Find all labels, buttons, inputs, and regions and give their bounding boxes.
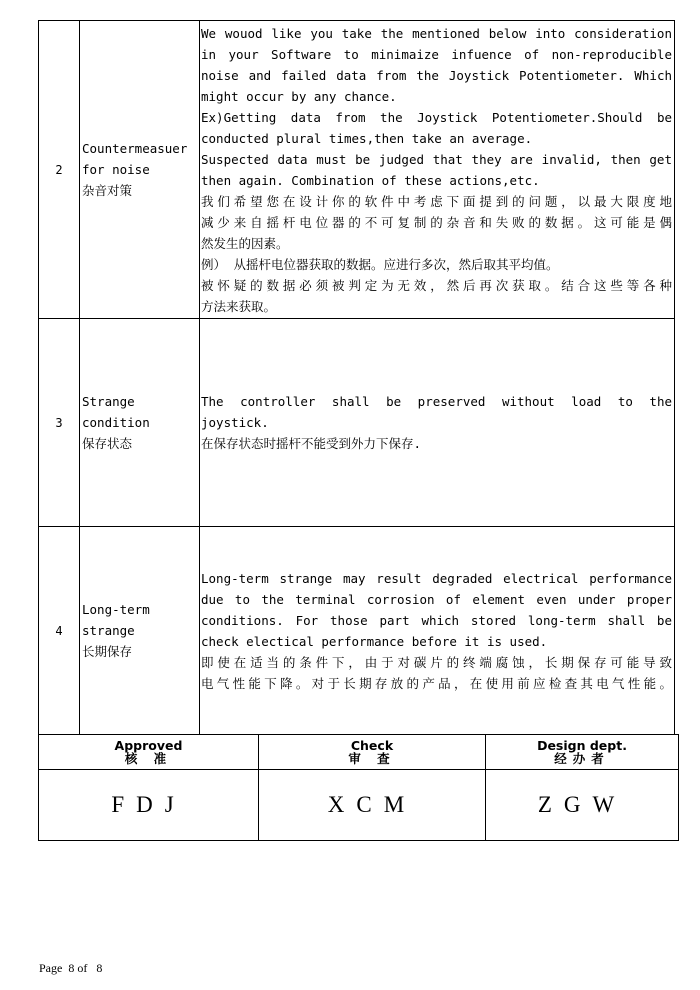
check-header [259,735,486,770]
content-cell [200,21,675,319]
content-line: 即使在适当的条件下，由于对碳片的终端腐蚀，长期保存可能导致 [201,654,672,670]
signoff-value-row [39,770,679,841]
table-row [39,21,675,319]
content-line: conducted plural times,then take an average. [201,130,533,146]
total-pages: 8 [96,961,103,975]
content-line: then again. Combination of these actions,etc. [201,172,540,188]
check-initials: XCM [259,770,486,841]
item-cell [80,21,200,319]
approved-header [39,735,259,770]
item-cell [80,527,200,735]
item-line: 保存状态 [82,436,133,451]
content-line: We wouod like you take the mentioned below into consideration [201,25,672,41]
table-row [39,319,675,527]
content-line: The controller shall be preserved without load to the [201,394,672,409]
content-line: 减少来自摇杆电位器的不可复制的杂音和失败的数据。这可能是偶 [201,214,672,230]
design-dept-label: Design dept. [537,738,627,753]
item-line: Strange [82,394,135,409]
content-line: 在保存状态时摇杆不能受到外力下保存. [201,436,422,451]
of-label: of [77,961,88,975]
approved-label: Approved [114,738,183,753]
design-dept-initials: ZGW [486,770,679,841]
item-line: for noise [82,162,150,177]
content-line: Suspected data must be judged that they are invalid, then get [201,151,672,167]
content-cell [200,527,675,735]
table-row [39,527,675,735]
content-line: due to the terminal corrosion of element even under proper [201,591,672,607]
row-number: 2 [39,21,80,319]
spec-table [38,20,675,735]
content-line: 方法来获取。 [201,298,277,314]
approved-label-zh: 核 准 [124,751,173,766]
design-dept-label-zh: 经办者 [554,751,610,766]
item-line: condition [82,415,150,430]
content-line: 被怀疑的数据必须被判定为无效，然后再次获取。结合这些等各种 [201,277,672,293]
row-number: 4 [39,527,80,735]
check-label-zh: 审 查 [348,751,396,766]
signoff-table [38,734,679,841]
content-line: Long-term strange may result degraded electrical performance [201,570,672,586]
content-line: noise and failed data from the Joystick Potentiometer. Which [201,67,672,83]
content-line: 我们希望您在设计你的软件中考虑下面提到的问题，以最大限度地 [201,193,672,209]
check-label: Check [350,738,394,753]
content-cell [200,319,675,527]
approved-initials: FDJ [39,770,259,841]
content-line: 电气性能下降。对于长期存放的产品，在使用前应检查其电气性能。 [201,675,672,691]
item-line: Countermeasuer [82,141,188,156]
item-line: strange [82,623,135,638]
content-line: 例） 从摇杆电位器获取的数据。应进行多次，然后取其平均值。 [201,256,559,272]
item-cell [80,319,200,527]
content-line: 然发生的因素。 [201,235,289,251]
row-number: 3 [39,319,80,527]
content-line: Ex)Getting data from the Joystick Potentiometer.Should be [201,109,672,125]
content-line: conditions. For those part which stored long-term shall be [201,612,672,628]
content-line: might occur by any chance. [201,88,397,104]
item-line: 长期保存 [82,644,133,659]
page-number: 8 [68,961,75,975]
content-line: joystick. [201,415,269,430]
item-line: Long-term [82,602,150,617]
design-dept-header [486,735,679,770]
content-line: in your Software to minimaize infuence of non-reproducible [201,46,672,62]
page-footer [39,961,102,976]
content-line: check electical performance before it is used. [201,633,548,649]
signoff-header-row [39,735,679,770]
item-line: 杂音对策 [82,183,133,198]
page-label: Page [39,961,63,975]
